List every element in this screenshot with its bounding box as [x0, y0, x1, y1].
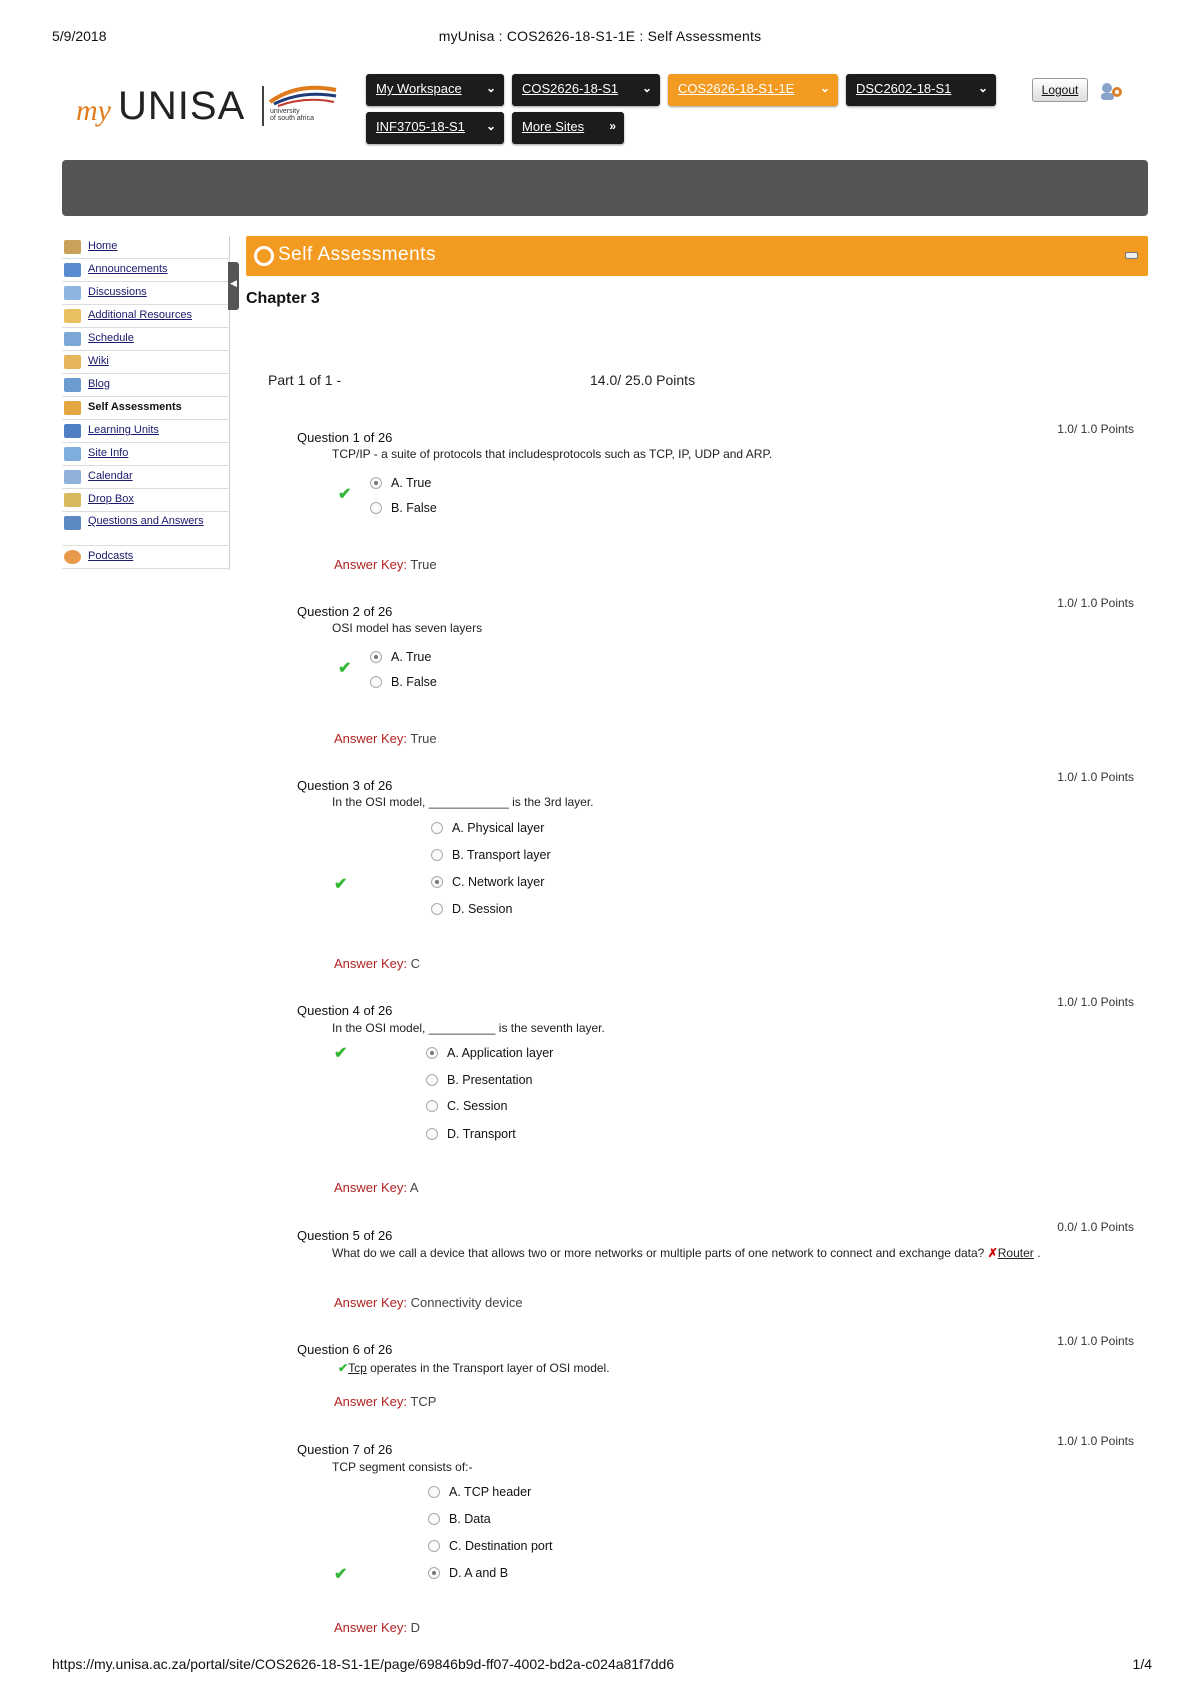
- question-points: 1.0/ 1.0 Points: [1057, 1434, 1134, 1448]
- qa-icon: [64, 516, 81, 530]
- site-tab-my-workspace[interactable]: My Workspace ⌄: [366, 74, 504, 106]
- option-c[interactable]: C. Network layer: [431, 875, 544, 889]
- option-b[interactable]: B. Transport layer: [431, 848, 551, 862]
- question-title: Question 6 of 26: [297, 1342, 393, 1357]
- chevron-down-icon: ⌄: [485, 81, 496, 95]
- logo-swoosh-icon: [268, 82, 338, 108]
- radio-selected[interactable]: [370, 477, 382, 489]
- part-label: Part 1 of 1 -: [268, 372, 342, 388]
- double-chevron-down-icon: »: [609, 119, 616, 133]
- response-value: Tcp: [348, 1361, 367, 1375]
- print-url: https://my.unisa.ac.za/portal/site/COS2626-18-S1-1E/page/69846b9d-ff07-4002-bd2a-c024a81f7dd6: [52, 1656, 675, 1672]
- logout-button[interactable]: Logout: [1032, 78, 1088, 102]
- option-b[interactable]: B. Data: [428, 1512, 491, 1526]
- sidebar-item-wiki[interactable]: Wiki: [62, 351, 230, 374]
- tool-header: [246, 236, 1148, 276]
- option-a[interactable]: A. TCP header: [428, 1485, 531, 1499]
- answer-key: Answer Key: True: [334, 731, 437, 746]
- chevron-left-icon: ◀: [230, 278, 237, 288]
- sidebar-item-learning-units[interactable]: Learning Units: [62, 420, 230, 443]
- option-d[interactable]: D. Session: [431, 902, 512, 916]
- calendar-icon: [64, 470, 81, 484]
- wiki-icon: [64, 355, 81, 369]
- option-c[interactable]: C. Session: [426, 1099, 507, 1113]
- sidebar-item-schedule[interactable]: Schedule: [62, 328, 230, 351]
- part-points: 14.0/ 25.0 Points: [590, 372, 696, 388]
- chevron-down-icon: ⌄: [485, 119, 496, 133]
- sidebar-item-podcasts[interactable]: Podcasts: [62, 546, 230, 569]
- chevron-down-icon: ⌄: [977, 81, 988, 95]
- option-b[interactable]: B. False: [370, 501, 437, 515]
- radio[interactable]: [370, 502, 382, 514]
- answer-key: Answer Key: True: [334, 557, 437, 572]
- pencil-icon: [64, 401, 81, 415]
- info-icon: [64, 447, 81, 461]
- incorrect-x-icon: ✗: [987, 1246, 998, 1260]
- sidebar-item-self-assessments[interactable]: Self Assessments: [62, 397, 230, 420]
- sidebar-item-home[interactable]: Home: [62, 236, 230, 259]
- discussions-icon: [64, 286, 81, 300]
- print-title: myUnisa : COS2626-18-S1-1E : Self Assessments: [438, 28, 762, 44]
- question-text: In the OSI model, ____________ is the 3rd layer.: [332, 795, 594, 809]
- tool-menu: [62, 236, 230, 570]
- question-title: Question 7 of 26: [297, 1442, 393, 1457]
- option-b[interactable]: B. Presentation: [426, 1073, 532, 1087]
- collapse-sidebar-button[interactable]: [228, 262, 239, 310]
- print-date: 5/9/2018: [52, 28, 107, 44]
- option-a[interactable]: A. True: [370, 650, 431, 664]
- learning-icon: [64, 424, 81, 438]
- radio-selected[interactable]: [370, 651, 382, 663]
- sidebar-item-additional-resources[interactable]: Additional Resources: [62, 305, 230, 328]
- chevron-down-icon: ⌄: [819, 81, 830, 95]
- sidebar-item-calendar[interactable]: Calendar: [62, 466, 230, 489]
- myunisa-logo[interactable]: [76, 80, 336, 140]
- radio[interactable]: [426, 1128, 438, 1140]
- chevron-down-icon: ⌄: [641, 81, 652, 95]
- sidebar-item-blog[interactable]: Blog: [62, 374, 230, 397]
- sidebar-item-announcements[interactable]: Announcements: [62, 259, 230, 282]
- radio-selected[interactable]: [431, 876, 443, 888]
- site-tab-inf3705[interactable]: INF3705-18-S1 ⌄: [366, 112, 504, 144]
- logo-unisa: UNISA: [118, 84, 246, 128]
- option-a[interactable]: A. True: [370, 476, 431, 490]
- correct-check-icon: ✔: [334, 1566, 348, 1583]
- answer-key: Answer Key: A: [334, 1180, 419, 1195]
- radio[interactable]: [426, 1100, 438, 1112]
- podcast-icon: [64, 550, 81, 564]
- correct-check-icon: ✔: [338, 486, 352, 503]
- site-tab-cos2626[interactable]: COS2626-18-S1 ⌄: [512, 74, 660, 106]
- radio[interactable]: [428, 1486, 440, 1498]
- print-page-number: 1/4: [1132, 1656, 1152, 1672]
- dropbox-icon: [64, 493, 81, 507]
- schedule-icon: [64, 332, 81, 346]
- sidebar-item-discussions[interactable]: Discussions: [62, 282, 230, 305]
- question-title: Question 2 of 26: [297, 604, 393, 619]
- chapter-title: Chapter 3: [246, 290, 320, 307]
- question-text: TCP/IP - a suite of protocols that includesprotocols such as TCP, IP, UDP and ARP.: [332, 447, 773, 461]
- site-tab-dsc2602[interactable]: DSC2602-18-S1 ⌄: [846, 74, 996, 106]
- response-value: Router: [997, 1246, 1034, 1260]
- option-d[interactable]: D. Transport: [426, 1127, 516, 1141]
- radio-selected[interactable]: [426, 1047, 438, 1059]
- answer-key: Answer Key: C: [334, 956, 420, 971]
- correct-check-icon: ✔: [334, 876, 348, 893]
- question-points: 0.0/ 1.0 Points: [1057, 1220, 1134, 1234]
- sidebar-item-site-info[interactable]: Site Info: [62, 443, 230, 466]
- radio[interactable]: [428, 1513, 440, 1525]
- toolbar-bar: [62, 160, 1148, 216]
- site-tab-cos2626-1e[interactable]: COS2626-18-S1-1E ⌄: [668, 74, 838, 106]
- minimize-icon[interactable]: [1125, 252, 1138, 259]
- question-text: In the OSI model, __________ is the seventh layer.: [332, 1021, 605, 1035]
- radio[interactable]: [431, 903, 443, 915]
- home-icon: [64, 240, 81, 254]
- radio[interactable]: [431, 822, 443, 834]
- correct-check-icon: ✔: [338, 1361, 349, 1375]
- question-points: 1.0/ 1.0 Points: [1057, 1334, 1134, 1348]
- folder-icon: [64, 309, 81, 323]
- option-a[interactable]: A. Application layer: [426, 1046, 553, 1060]
- option-c[interactable]: C. Destination port: [428, 1539, 553, 1553]
- user-settings-icon[interactable]: [1098, 80, 1124, 102]
- sidebar-item-questions-and-answers[interactable]: Questions and Answers: [62, 512, 230, 546]
- question-points: 1.0/ 1.0 Points: [1057, 596, 1134, 610]
- question-points: 1.0/ 1.0 Points: [1057, 995, 1134, 1009]
- logo-my: my: [76, 94, 111, 127]
- blog-icon: [64, 378, 81, 392]
- sidebar-item-drop-box[interactable]: Drop Box: [62, 489, 230, 512]
- radio[interactable]: [431, 849, 443, 861]
- question-title: Question 1 of 26: [297, 430, 393, 445]
- radio[interactable]: [370, 676, 382, 688]
- radio[interactable]: [426, 1074, 438, 1086]
- radio-selected[interactable]: [428, 1567, 440, 1579]
- tool-title: Self Assessments: [278, 244, 436, 265]
- correct-check-icon: ✔: [334, 1045, 348, 1062]
- question-text: TCP segment consists of:-: [332, 1460, 473, 1474]
- question-title: Question 4 of 26: [297, 1003, 393, 1018]
- question-text: ✔Tcp operates in the Transport layer of OSI model.: [338, 1361, 610, 1375]
- reset-icon[interactable]: [254, 246, 274, 266]
- question-title: Question 5 of 26: [297, 1228, 393, 1243]
- site-tab-more-sites[interactable]: More Sites »: [512, 112, 624, 144]
- option-d[interactable]: D. A and B: [428, 1566, 508, 1580]
- option-a[interactable]: A. Physical layer: [431, 821, 544, 835]
- option-b[interactable]: B. False: [370, 675, 437, 689]
- logo-subtitle: university of south africa: [270, 108, 314, 122]
- logo-divider: [262, 86, 264, 126]
- question-points: 1.0/ 1.0 Points: [1057, 422, 1134, 436]
- radio[interactable]: [428, 1540, 440, 1552]
- answer-key: Answer Key: D: [334, 1620, 420, 1635]
- question-title: Question 3 of 26: [297, 778, 393, 793]
- correct-check-icon: ✔: [338, 660, 352, 677]
- answer-key: Answer Key: TCP: [334, 1394, 437, 1409]
- question-points: 1.0/ 1.0 Points: [1057, 770, 1134, 784]
- answer-key: Answer Key: Connectivity device: [334, 1295, 523, 1310]
- announcements-icon: [64, 263, 81, 277]
- question-text: OSI model has seven layers: [332, 621, 483, 635]
- question-text: What do we call a device that allows two or more networks or multiple parts of one network to connect and exchange data? ✗Router .: [332, 1246, 1041, 1260]
